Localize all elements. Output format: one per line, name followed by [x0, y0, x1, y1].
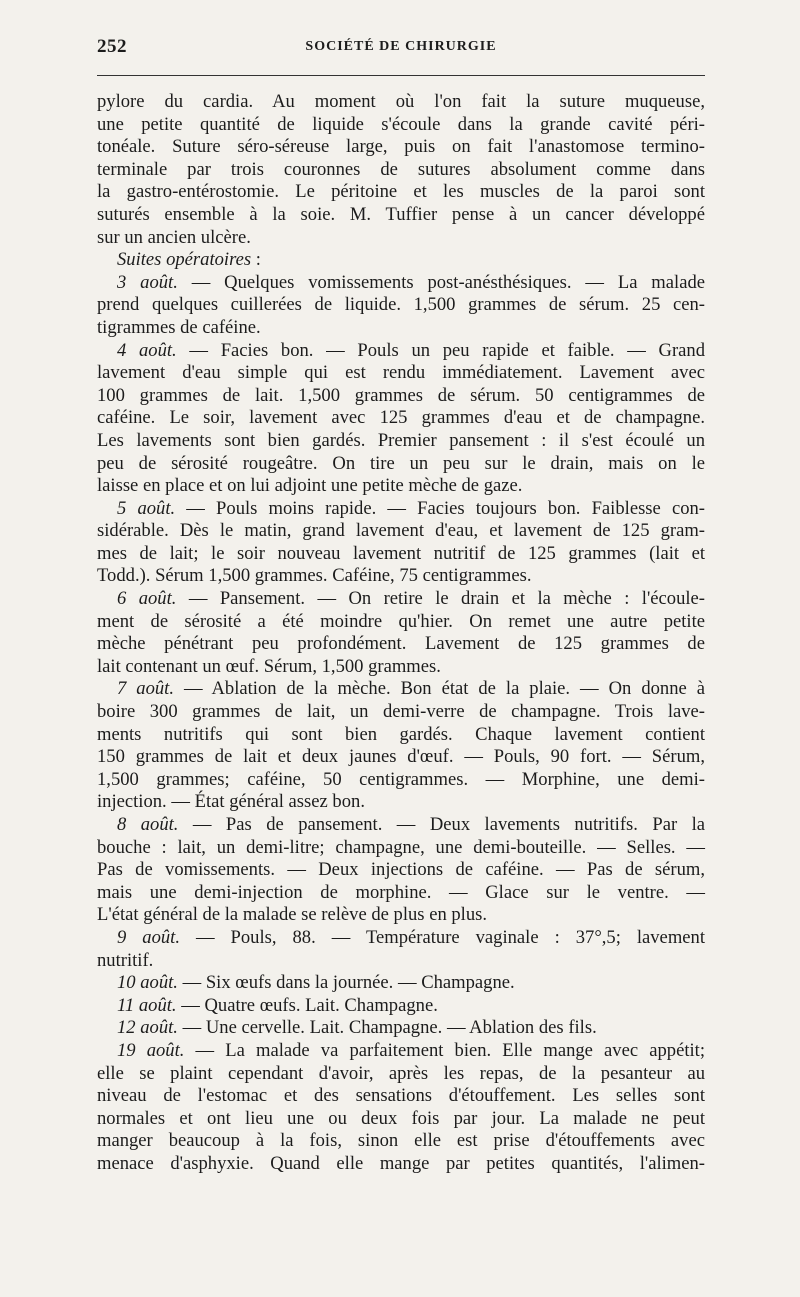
line-text: boire 300 grammes de lait, un demi-verre de champagne. Trois lave- [97, 701, 705, 723]
text-line [97, 407, 705, 430]
line-text: sidérable. Dès le matin, grand lavement d'eau, et lavement de 125 gram- [97, 520, 705, 542]
line-text: manger beaucoup à la fois, sinon elle est prise d'étouffements avec [97, 1130, 705, 1152]
line-text: pylore du cardia. Au moment où l'on fait la suture muqueuse, [97, 91, 705, 112]
text-line [97, 114, 705, 137]
text-line [97, 1085, 705, 1108]
line-text: — Six œufs dans la journée. — Champagne. [177, 972, 515, 994]
line-text: — Quatre œufs. Lait. Champagne. [176, 994, 438, 1016]
entry-date: 7 août. [117, 678, 174, 700]
line-text: ment de sérosité a été moindre qu'hier. On remet une autre petite [97, 610, 705, 632]
text-line [97, 272, 705, 295]
line-text: mais une demi-injection de morphine. — Glace sur le ventre. — [97, 881, 705, 903]
text-line [97, 227, 705, 250]
line-text: — Une cervelle. Lait. Champagne. — Ablation des fils. [177, 1017, 597, 1039]
entry-date: 12 août. [117, 1017, 178, 1039]
text-line [97, 769, 705, 792]
line-text: tigrammes de caféine. [97, 316, 261, 338]
text-line [97, 972, 705, 995]
line-text: suturés ensemble à la soie. M. Tuffier pense à un cancer développé [97, 203, 705, 225]
line-text: — Pouls, 88. — Température vaginale : 37°,5; lavement [179, 926, 705, 948]
text-line [97, 904, 705, 927]
line-text: sur un ancien ulcère. [97, 226, 251, 248]
line-text: : [251, 249, 261, 271]
entry-date: 19 août. [117, 1039, 185, 1061]
text-line [97, 565, 705, 588]
text-line [97, 430, 705, 453]
line-text: L'état général de la malade se relève de plus en plus. [97, 904, 488, 926]
text-line [97, 611, 705, 634]
text-line [97, 950, 705, 973]
line-text: mèche pénétrant peu profondément. Lavement de 125 grammes de [97, 633, 705, 655]
text-line [97, 340, 705, 363]
text-line [97, 724, 705, 747]
text-line [97, 453, 705, 476]
line-text: bouche : lait, un demi-litre; champagne, une demi-bouteille. — Selles. — [97, 836, 705, 858]
text-line [97, 633, 705, 656]
line-text: menace d'asphyxie. Quand elle mange par petites quantités, l'alimen- [97, 1152, 705, 1174]
line-text: — La malade va parfaitement bien. Elle mange avec appétit; [184, 1039, 705, 1061]
text-line [97, 927, 705, 950]
text-line [97, 814, 705, 837]
text-line [97, 1108, 705, 1131]
line-text: — Pas de pansement. — Deux lavements nutritifs. Par la [178, 814, 705, 835]
line-text: caféine. Le soir, lavement avec 125 grammes d'eau et de champagne. [97, 407, 705, 429]
line-text: elle se plaint cependant d'avoir, après les repas, de la pesanteur au [97, 1062, 705, 1084]
text-line [97, 678, 705, 701]
line-text: Todd.). Sérum 1,500 grammes. Caféine, 75 centigrammes. [97, 565, 532, 587]
line-text: lavement d'eau simple qui est rendu immédiatement. Lavement avec [97, 362, 705, 384]
text-line [97, 385, 705, 408]
line-text: nutritif. [97, 949, 154, 971]
text-line [97, 701, 705, 724]
body-text [97, 91, 705, 1176]
text-line [97, 837, 705, 860]
text-line [97, 1130, 705, 1153]
text-line [97, 859, 705, 882]
line-text: Les lavements sont bien gardés. Premier pansement : il s'est écoulé un [97, 429, 705, 451]
entry-date: 9 août. [117, 926, 180, 948]
line-text: — Facies bon. — Pouls un peu rapide et faible. — Grand [176, 339, 705, 361]
text-line [97, 475, 705, 498]
text-line [97, 791, 705, 814]
text-line [97, 588, 705, 611]
line-text: mes de lait; le soir nouveau lavement nutritif de 125 grammes (lait et [97, 542, 705, 564]
text-line [97, 317, 705, 340]
entry-date: 8 août. [117, 814, 179, 835]
text-line [97, 136, 705, 159]
line-text: niveau de l'estomac et des sensations d'étouffement. Les selles sont [97, 1085, 705, 1107]
line-text: prend quelques cuillerées de liquide. 1,500 grammes de sérum. 25 cen- [97, 294, 705, 316]
line-text: 100 grammes de lait. 1,500 grammes de sérum. 50 centigrammes de [97, 384, 705, 406]
text-line [97, 249, 705, 272]
line-text: injection. — État général assez bon. [97, 791, 365, 813]
text-line [97, 294, 705, 317]
line-text: peu de sérosité rougeâtre. On tire un peu sur le drain, mais on le [97, 452, 705, 474]
line-text: normales et ont lieu une ou deux fois par jour. La malade ne peut [97, 1107, 705, 1129]
text-line [97, 520, 705, 543]
line-text: 150 grammes de lait et deux jaunes d'œuf. — Pouls, 90 fort. — Sérum, [97, 746, 705, 768]
text-line [97, 882, 705, 905]
entry-date: 5 août. [117, 497, 176, 519]
text-line [97, 362, 705, 385]
line-text: laisse en place et on lui adjoint une petite mèche de gaze. [97, 475, 523, 497]
line-text: terminale par trois couronnes de sutures absolument comme dans [97, 158, 705, 180]
page-number: 252 [97, 36, 127, 57]
text-line [97, 159, 705, 182]
line-text: — Quelques vomissements post-anésthésiques. — La malade [177, 271, 705, 293]
line-text: ments nutritifs qui sont bien gardés. Chaque lavement contient [97, 723, 705, 745]
text-line [97, 204, 705, 227]
text-line [97, 543, 705, 566]
entry-date: 11 août. [117, 994, 177, 1016]
text-line [97, 1017, 705, 1040]
entry-date: 4 août. [117, 339, 177, 361]
line-text: — Ablation de la mèche. Bon état de la plaie. — On donne à [173, 678, 705, 700]
text-line [97, 1153, 705, 1176]
entry-date: Suites opératoires [117, 249, 252, 271]
running-title: SOCIÉTÉ DE CHIRURGIE [305, 39, 497, 54]
text-line [97, 1063, 705, 1086]
header-rule [97, 75, 705, 76]
text-line [97, 498, 705, 521]
line-text: une petite quantité de liquide s'écoule dans la grande cavité péri- [97, 113, 705, 135]
page-header [97, 36, 705, 60]
line-text: 1,500 grammes; caféine, 50 centigrammes. — Morphine, une demi- [97, 768, 705, 790]
text-line [97, 746, 705, 769]
line-text: tonéale. Suture séro-séreuse large, puis on fait l'anastomose termino- [97, 136, 705, 158]
entry-date: 3 août. [117, 271, 178, 293]
text-line [97, 1040, 705, 1063]
entry-date: 10 août. [117, 972, 178, 994]
line-text: — Pansement. — On retire le drain et la mèche : l'écoule- [176, 588, 705, 610]
text-line [97, 995, 705, 1018]
line-text: Pas de vomissements. — Deux injections de caféine. — Pas de sérum, [97, 859, 705, 881]
text-line [97, 91, 705, 114]
entry-date: 6 août. [117, 588, 177, 610]
text-line [97, 656, 705, 679]
line-text: la gastro-entérostomie. Le péritoine et les muscles de la paroi sont [97, 181, 705, 203]
text-line [97, 181, 705, 204]
line-text: — Pouls moins rapide. — Facies toujours bon. Faiblesse con- [175, 497, 705, 519]
line-text: lait contenant un œuf. Sérum, 1,500 grammes. [97, 655, 441, 677]
